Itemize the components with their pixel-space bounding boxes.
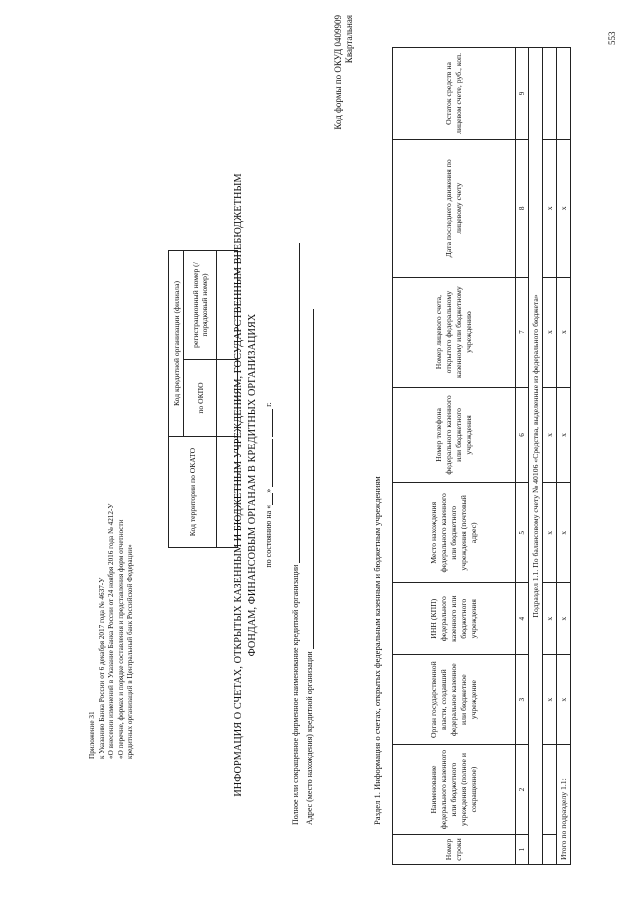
table-cell: x <box>557 583 571 655</box>
header-location: Место нахождения федерального казенного или бюджетного учреждения (почтовый адрес) <box>393 483 516 583</box>
codes-table <box>168 250 238 548</box>
as-of-quote: » <box>264 488 273 493</box>
appendix-line-4: кредитных организаций в Центральный банк Российской Федерации» <box>126 544 135 759</box>
table-cell: x <box>557 139 571 277</box>
appendix-line-1: к Указанию Банка России от 6 декабря 2017 года № 4637-У <box>97 577 106 759</box>
table-header-row <box>393 48 516 865</box>
table-row <box>543 48 557 865</box>
header-last-movement-date: Дата последнего движения по лицевому счету <box>393 139 516 277</box>
org-address-label: Адрес (место нахождения) кредитной организации <box>305 651 314 825</box>
co-code-header: Код кредитной организации (филиала) <box>169 251 184 437</box>
page-number: 553 <box>607 31 617 45</box>
as-of-month-field[interactable] <box>272 439 273 487</box>
header-balance: Остаток средств на лицевом счете, руб., коп. <box>393 48 516 140</box>
table-cell: x <box>543 277 557 387</box>
org-name-field[interactable] <box>299 243 300 563</box>
as-of-year-field[interactable] <box>272 409 273 437</box>
column-number: 8 <box>516 139 529 277</box>
org-name-label: Полное или сокращенное фирменное наименование кредитной организации <box>291 564 300 825</box>
reporting-period: Квартальная <box>344 15 354 64</box>
table-cell[interactable] <box>543 835 557 865</box>
column-numbers-row <box>516 48 529 865</box>
column-number: 2 <box>516 745 529 835</box>
column-number: 3 <box>516 655 529 745</box>
appendix-title: Приложение 31 <box>88 711 96 759</box>
column-number: 1 <box>516 835 529 865</box>
section-title: Раздел 1. Информация о счетах, открытых федеральным казенным и бюджетным учреждениям <box>372 476 382 825</box>
appendix-block <box>88 504 136 759</box>
report-title-line-2: ФОНДАМ, ФИНАНСОВЫМ ОРГАНАМ В КРЕДИТНЫХ ОРГАНИЗАЦИЯХ <box>247 313 258 657</box>
org-address-field[interactable] <box>313 309 314 649</box>
report-title-line-1: ИНФОРМАЦИЯ О СЧЕТАХ, ОТКРЫТЫХ КАЗЕННЫМ И БЮДЖЕТНЫМ УЧРЕЖДЕНИЯМ, ГОСУДАРСТВЕННЫМ ВНЕБЮДЖЕТНЫМ <box>233 173 244 797</box>
header-inn-kpp: ИНН (КПП) федерального казенного или бюджетного учреждения <box>393 583 516 655</box>
column-number: 9 <box>516 48 529 140</box>
table-cell[interactable] <box>543 48 557 140</box>
subsection-title: Подраздел 1.1. По балансовому счету № 40106 «Средства, выделенные из федерального бюджета» <box>529 48 543 865</box>
as-of-day-field[interactable] <box>272 493 273 505</box>
column-number: 5 <box>516 483 529 583</box>
reg-number-header: регистрационный номер (/порядковый номер) <box>184 251 217 360</box>
column-number: 4 <box>516 583 529 655</box>
org-name-line <box>291 243 300 825</box>
report-title <box>232 145 260 825</box>
table-cell: x <box>543 483 557 583</box>
table-cell: x <box>557 483 571 583</box>
total-balance-cell[interactable] <box>557 48 571 140</box>
table-cell: x <box>543 655 557 745</box>
column-number: 7 <box>516 277 529 387</box>
header-institution-name: Наименование федерального казенного или бюджетного учреждения (полное и сокращенное) <box>393 745 516 835</box>
table-cell[interactable] <box>543 745 557 835</box>
table-cell: x <box>557 277 571 387</box>
header-founding-authority: Орган государственной власти, создавший федеральное казенное или бюджетное учреждение <box>393 655 516 745</box>
total-row <box>557 48 571 865</box>
accounts-table <box>392 47 571 865</box>
table-cell: x <box>543 139 557 277</box>
as-of-suffix: г. <box>264 402 273 407</box>
as-of-date-line <box>264 295 273 675</box>
header-row-number: Номер строки <box>393 835 516 865</box>
okato-header: Код территории по ОКАТО <box>169 437 217 548</box>
column-number: 6 <box>516 387 529 483</box>
table-cell: x <box>557 387 571 483</box>
okud-code: Код формы по ОКУД 0409909 <box>333 15 343 130</box>
table-cell: x <box>557 655 571 745</box>
appendix-line-2: «О внесении изменений в Указание Банка России от 24 ноября 2016 года № 4212-У <box>107 503 116 759</box>
subsection-row <box>529 48 543 865</box>
form-code-block <box>333 15 355 345</box>
org-address-line <box>305 309 314 825</box>
appendix-line-3: «О перечне, формах и порядке составления и представления форм отчетности <box>116 519 125 759</box>
table-cell: x <box>543 387 557 483</box>
table-cell: x <box>543 583 557 655</box>
header-account-number: Номер лицевого счета, открытого федеральному казенному или бюджетному учреждению <box>393 277 516 387</box>
okpo-header: по ОКПО <box>184 360 217 437</box>
as-of-prefix: по состоянию на « <box>264 504 273 568</box>
header-phone: Номер телефона федерального казенного или бюджетного учреждения <box>393 387 516 483</box>
total-label: Итого по подразделу 1.1: <box>557 745 571 865</box>
